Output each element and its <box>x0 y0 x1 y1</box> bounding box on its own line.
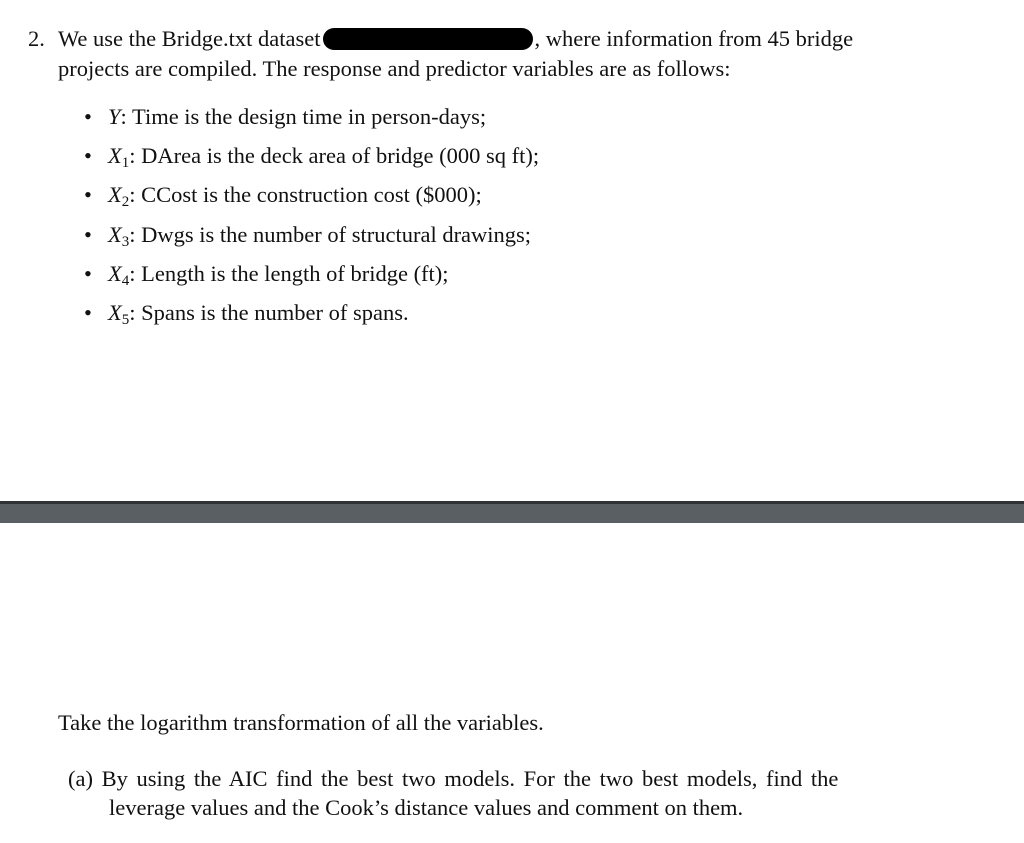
variable-list <box>84 106 539 341</box>
variable-subscript: 5 <box>121 311 130 328</box>
variable-description: : Dwgs is the number of structural drawings; <box>129 221 532 247</box>
bullet-icon: • <box>84 182 92 208</box>
variable-item-y <box>84 106 539 145</box>
bullet-icon: • <box>84 143 92 169</box>
question-a-line-1: (a) By using the AIC find the best two models. For the two best models, find the <box>68 766 839 791</box>
variable-symbol: X <box>108 143 122 169</box>
intro-text-part2: , where information from 45 bridge <box>534 26 854 51</box>
intro-line-1 <box>58 28 853 51</box>
intro-text-part1: We use the Bridge.txt dataset <box>58 26 321 51</box>
variable-symbol: Y <box>108 104 121 129</box>
instruction-text: Take the logarithm transformation of all the variables. <box>58 710 544 735</box>
variable-description: : Spans is the number of spans. <box>129 299 409 325</box>
variable-description: : DArea is the deck area of bridge (000 sq ft); <box>129 143 540 169</box>
variable-item-x2 <box>84 184 539 223</box>
intro-line-2: projects are compiled. The response and predictor variables are as follows: <box>58 56 731 81</box>
variable-item-x1 <box>84 145 539 184</box>
section-divider <box>0 504 1024 523</box>
variable-item-x3 <box>84 221 539 263</box>
variable-subscript: 1 <box>121 155 130 172</box>
bullet-icon: • <box>84 104 92 129</box>
redaction-mark <box>323 28 533 50</box>
variable-description: : Time is the design time in person-days; <box>120 104 487 129</box>
variable-symbol: X <box>108 299 122 325</box>
variable-subscript: 2 <box>121 194 130 211</box>
variable-description: : CCost is the construction cost ($000); <box>129 182 482 208</box>
variable-description: : Length is the length of bridge (ft); <box>129 260 449 286</box>
bullet-icon: • <box>84 299 92 325</box>
variable-item-x4 <box>84 260 539 302</box>
variable-symbol: X <box>108 182 122 208</box>
variable-subscript: 4 <box>121 272 130 289</box>
variable-symbol: X <box>108 260 122 286</box>
variable-subscript: 3 <box>121 233 130 250</box>
bullet-icon: • <box>84 221 92 247</box>
problem-number: 2. <box>28 26 45 51</box>
variable-symbol: X <box>108 221 122 247</box>
bullet-icon: • <box>84 260 92 286</box>
variable-item-x5 <box>84 299 539 341</box>
question-a-line-2: leverage values and the Cook’s distance values and comment on them. <box>109 795 744 820</box>
